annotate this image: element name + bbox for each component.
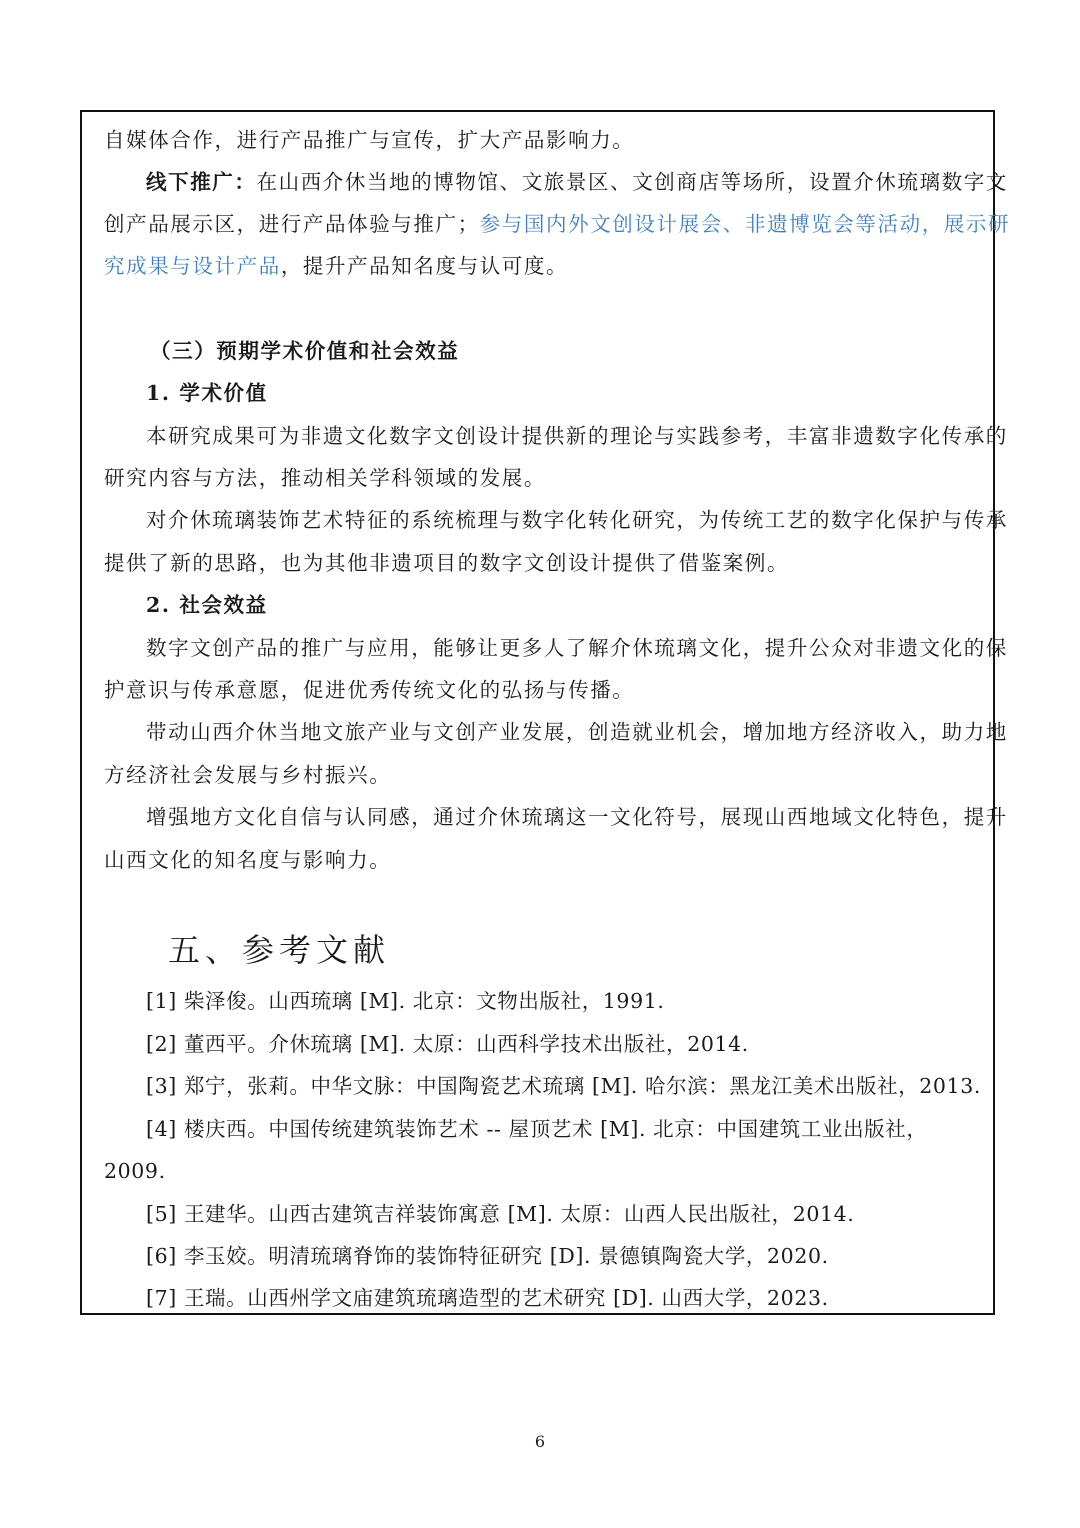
offline-promo-paragraph-line-2	[104, 210, 1010, 238]
references-heading: 五、参考文献	[168, 931, 391, 969]
reference-item: [4] 楼庆西。中国传统建筑装饰艺术 -- 屋顶艺术 [M]. 北京：中国建筑工业出版社，	[146, 1117, 928, 1141]
reference-item: [7] 王瑞。山西州学文庙建筑琉璃造型的艺术研究 [D]. 山西大学，2023.	[146, 1286, 829, 1310]
reference-item: [6] 李玉姣。明清琉璃脊饰的装饰特征研究 [D]. 景德镇陶瓷大学，2020.	[146, 1244, 829, 1268]
reference-item: [3] 郑宁，张莉。中华文脉：中国陶瓷艺术琉璃 [M]. 哈尔滨：黑龙江美术出版社，2013.	[146, 1074, 981, 1098]
academic-value-heading: 1. 学术价值	[146, 381, 268, 405]
offline-promo-highlight-1: 参与国内外文创设计展会、非遗博览会等活动，展示研	[479, 212, 1011, 236]
social-p3-line-1: 增强地方文化自信与认同感，通过介休琉璃这一文化符号，展现山西地域文化特色，提升	[146, 805, 1008, 829]
social-p1-line-1: 数字文创产品的推广与应用，能够让更多人了解介休琉璃文化，提升公众对非遗文化的保	[146, 636, 1008, 660]
offline-promo-label: 线下推广：	[146, 170, 257, 194]
offline-promo-text-1: 在山西介休当地的博物馆、文旅景区、文创商店等场所，设置介休琉璃数字文	[256, 170, 1008, 194]
reference-item: [2] 董西平。介休琉璃 [M]. 太原：山西科学技术出版社，2014.	[146, 1032, 749, 1056]
academic-p2-line-2: 提供了新的思路，也为其他非遗项目的数字文创设计提供了借鉴案例。	[104, 551, 790, 575]
page-number: 6	[534, 1432, 546, 1451]
offline-promo-text-3: ，提升产品知名度与认可度。	[280, 254, 569, 278]
section-3-heading: （三）预期学术价值和社会效益	[150, 339, 460, 363]
social-p3-line-2: 山西文化的知名度与影响力。	[104, 848, 392, 872]
promo-line-1: 自媒体合作，进行产品推广与宣传，扩大产品影响力。	[104, 128, 635, 152]
offline-promo-text-2: 创产品展示区，进行产品体验与推广；	[104, 212, 480, 236]
social-p2-line-1: 带动山西介休当地文旅产业与文创产业发展，创造就业机会，增加地方经济收入，助力地	[146, 720, 1008, 744]
content-frame	[80, 110, 1011, 1315]
reference-item: [1] 柴泽俊。山西琉璃 [M]. 北京：文物出版社，1991.	[146, 989, 665, 1013]
social-benefit-heading: 2. 社会效益	[146, 593, 268, 617]
offline-promo-paragraph-line-3	[104, 252, 568, 280]
reference-item-continuation: 2009.	[104, 1159, 166, 1183]
reference-item: [5] 王建华。山西古建筑吉祥装饰寓意 [M]. 太原：山西人民出版社，2014.	[146, 1202, 855, 1226]
academic-p1-line-1: 本研究成果可为非遗文化数字文创设计提供新的理论与实践参考，丰富非遗数字化传承的	[146, 424, 1008, 448]
social-p1-line-2: 护意识与传承意愿，促进优秀传统文化的弘扬与传播。	[104, 678, 635, 702]
academic-p1-line-2: 研究内容与方法，推动相关学科领域的发展。	[104, 466, 546, 490]
social-p2-line-2: 方经济社会发展与乡村振兴。	[104, 763, 392, 787]
offline-promo-highlight-2: 究成果与设计产品	[104, 254, 281, 278]
academic-p2-line-1: 对介休琉璃装饰艺术特征的系统梳理与数字化转化研究，为传统工艺的数字化保护与传承	[146, 508, 1008, 532]
offline-promo-paragraph-line-1	[146, 168, 1008, 196]
